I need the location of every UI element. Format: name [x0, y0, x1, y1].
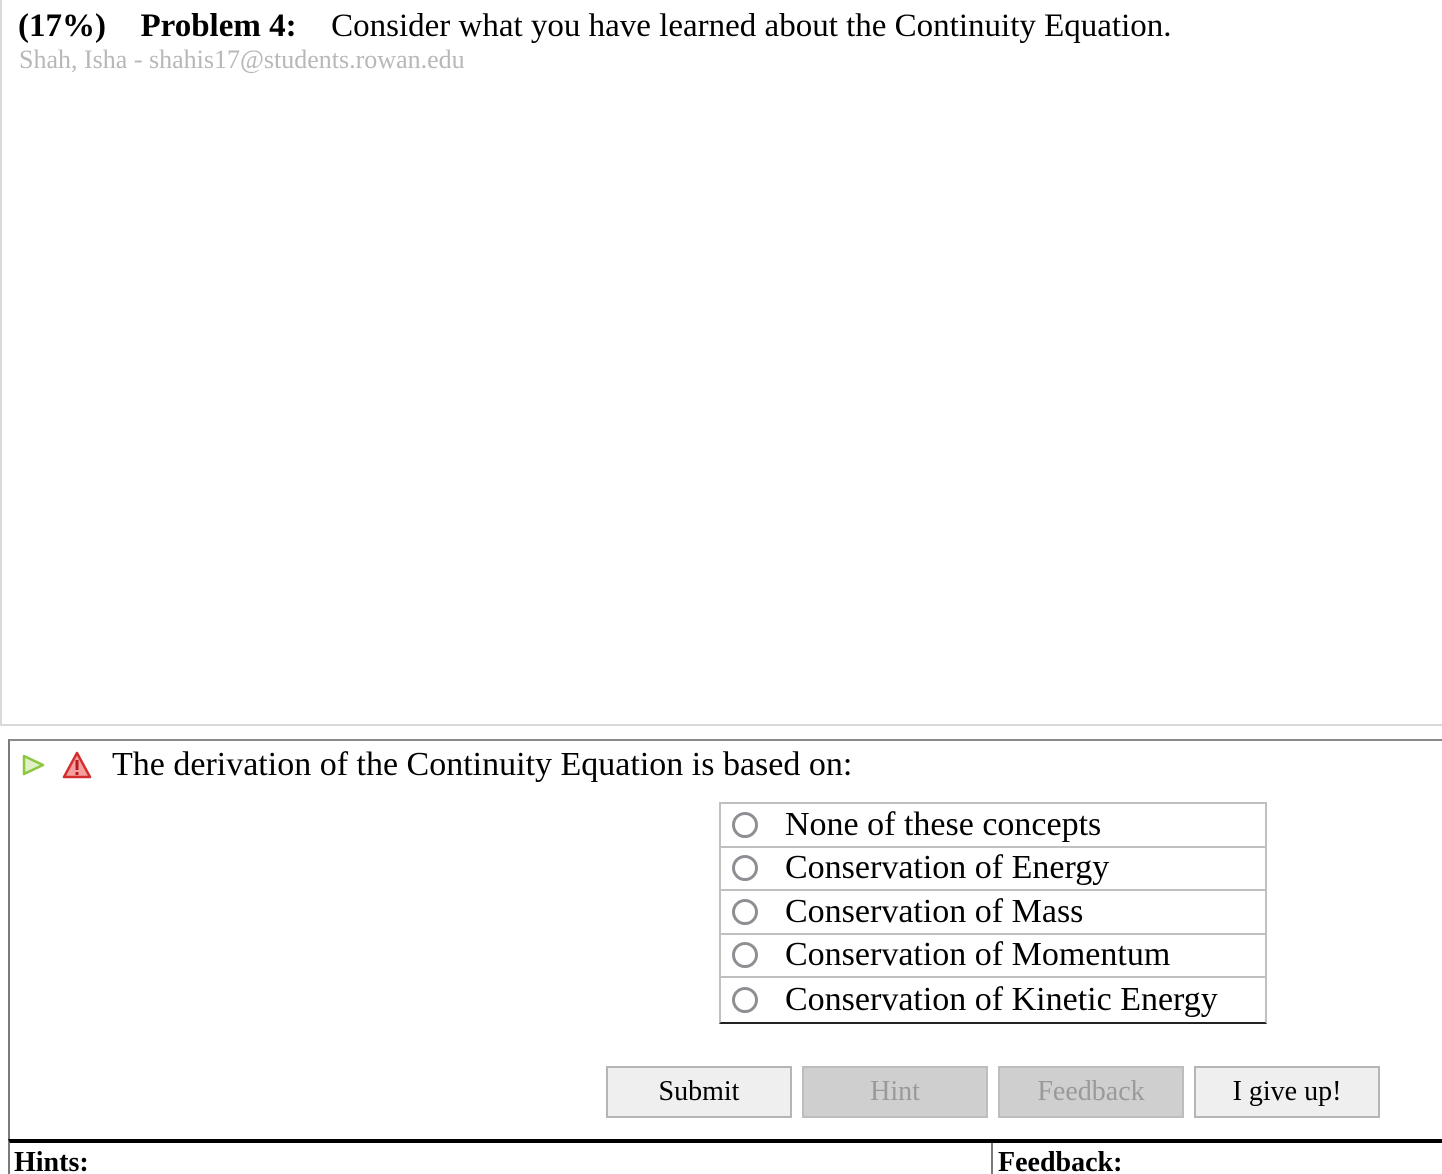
hints-feedback-bar — [8, 1139, 1442, 1174]
problem-prompt: Consider what you have learned about the Continuity Equation. — [331, 8, 1172, 44]
question-box — [8, 739, 1442, 1141]
divider — [991, 1143, 993, 1174]
feedback-label: Feedback: — [998, 1147, 1123, 1174]
give-up-button[interactable]: I give up! — [1194, 1066, 1380, 1118]
question-line — [20, 743, 852, 787]
feedback-button[interactable]: Feedback — [998, 1066, 1184, 1118]
question-text: The derivation of the Continuity Equation is based on: — [112, 746, 853, 783]
hints-label: Hints: — [14, 1147, 89, 1174]
radio-button[interactable] — [732, 812, 758, 838]
submit-button[interactable]: Submit — [606, 1066, 792, 1118]
radio-button[interactable] — [732, 855, 758, 881]
option-label: Conservation of Momentum — [785, 936, 1171, 974]
warning-icon — [62, 751, 92, 779]
option-label: None of these concepts — [785, 805, 1102, 843]
problem-percent: (17%) — [18, 8, 106, 44]
option-mass[interactable] — [721, 891, 1265, 935]
answer-options — [719, 802, 1267, 1024]
radio-button[interactable] — [732, 942, 758, 968]
option-label: Conservation of Kinetic Energy — [785, 980, 1218, 1018]
radio-button[interactable] — [732, 899, 758, 925]
action-buttons — [606, 1066, 1390, 1118]
hint-button[interactable]: Hint — [802, 1066, 988, 1118]
option-none[interactable] — [721, 804, 1265, 848]
student-info: Shah, Isha - shahis17@students.rowan.edu — [19, 45, 465, 74]
problem-number: Problem 4: — [140, 8, 297, 44]
option-energy[interactable] — [721, 848, 1265, 892]
option-momentum[interactable] — [721, 935, 1265, 979]
problem-header — [18, 6, 1172, 46]
radio-button[interactable] — [732, 987, 758, 1013]
option-kinetic-energy[interactable] — [721, 978, 1265, 1022]
option-label: Conservation of Energy — [785, 849, 1110, 887]
play-icon[interactable] — [20, 752, 46, 778]
option-label: Conservation of Mass — [785, 892, 1084, 930]
